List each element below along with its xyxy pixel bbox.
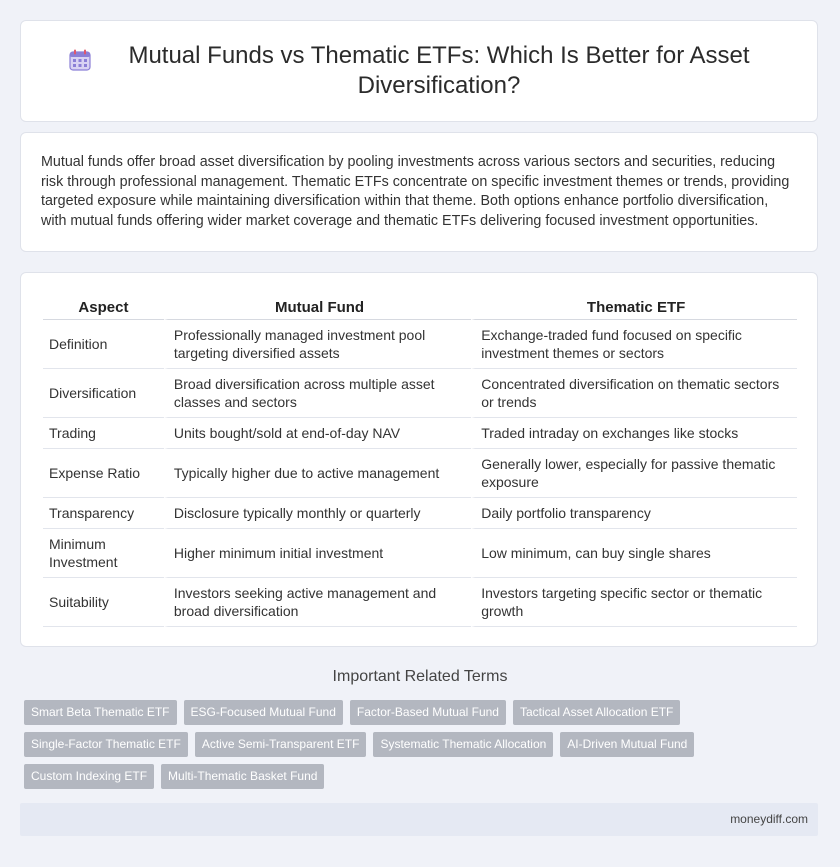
cell-thematic-etf: Daily portfolio transparency — [471, 498, 797, 529]
footer — [20, 803, 818, 836]
tag-link[interactable]: Smart Beta Thematic ETF — [24, 700, 177, 725]
header-thematic-etf: Thematic ETF — [471, 295, 797, 320]
cell-mutual-fund: Broad diversification across multiple asset classes and sectors — [164, 369, 471, 418]
page-title: Mutual Funds vs Thematic ETFs: Which Is Better for Asset Diversification? — [128, 42, 750, 99]
header-aspect: Aspect — [43, 295, 164, 320]
cell-mutual-fund: Investors seeking active management and broad diversification — [164, 578, 471, 627]
intro-text: Mutual funds offer broad asset diversification by pooling investments across various sectors and securities, reducing risk through professional management. Thematic ETFs concentrate on specific investment themes or trends, providing targeted exposure while maintaining diversification within that theme. Both options enhance portfolio diversification, with mutual funds offering wider market coverage and thematic ETFs delivering focused investment opportunities. — [41, 154, 790, 229]
tag-row — [24, 732, 824, 757]
cell-aspect: Minimum Investment — [43, 529, 164, 578]
footer-site-link[interactable]: moneydiff.com — [730, 812, 808, 826]
cell-aspect: Trading — [43, 418, 164, 449]
cell-aspect: Suitability — [43, 578, 164, 627]
table-row — [43, 449, 797, 498]
table-row — [43, 320, 797, 369]
table-row — [43, 369, 797, 418]
cell-mutual-fund: Units bought/sold at end-of-day NAV — [164, 418, 471, 449]
cell-aspect: Definition — [43, 320, 164, 369]
calendar-icon — [69, 49, 91, 71]
cell-thematic-etf: Investors targeting specific sector or thematic growth — [471, 578, 797, 627]
cell-mutual-fund: Typically higher due to active management — [164, 449, 471, 498]
cell-thematic-etf: Concentrated diversification on thematic sectors or trends — [471, 369, 797, 418]
tag-row — [24, 700, 824, 725]
tag-row — [24, 764, 824, 789]
comparison-table — [43, 295, 797, 627]
tag-link[interactable]: Multi-Thematic Basket Fund — [161, 764, 324, 789]
header-mutual-fund: Mutual Fund — [164, 295, 471, 320]
tag-link[interactable]: AI-Driven Mutual Fund — [560, 732, 694, 757]
cell-thematic-etf: Generally lower, especially for passive thematic exposure — [471, 449, 797, 498]
cell-thematic-etf: Exchange-traded fund focused on specific investment themes or sectors — [471, 320, 797, 369]
cell-thematic-etf: Traded intraday on exchanges like stocks — [471, 418, 797, 449]
table-header-row — [43, 295, 797, 320]
tag-link[interactable]: Custom Indexing ETF — [24, 764, 154, 789]
title-wrap — [69, 41, 769, 101]
tag-link[interactable]: Single-Factor Thematic ETF — [24, 732, 188, 757]
related-terms-tags — [24, 700, 824, 796]
table-row — [43, 529, 797, 578]
tag-link[interactable]: ESG-Focused Mutual Fund — [184, 700, 343, 725]
cell-thematic-etf: Low minimum, can buy single shares — [471, 529, 797, 578]
tag-link[interactable]: Active Semi-Transparent ETF — [195, 732, 367, 757]
table-row — [43, 498, 797, 529]
cell-mutual-fund: Disclosure typically monthly or quarterly — [164, 498, 471, 529]
title-card — [20, 20, 818, 122]
table-row — [43, 418, 797, 449]
related-terms-title: Important Related Terms — [332, 668, 508, 685]
tag-link[interactable]: Factor-Based Mutual Fund — [350, 700, 506, 725]
cell-mutual-fund: Higher minimum initial investment — [164, 529, 471, 578]
comparison-card — [20, 272, 818, 647]
cell-mutual-fund: Professionally managed investment pool targeting diversified assets — [164, 320, 471, 369]
intro-card — [20, 132, 818, 252]
tag-link[interactable]: Tactical Asset Allocation ETF — [513, 700, 680, 725]
cell-aspect: Expense Ratio — [43, 449, 164, 498]
cell-aspect: Transparency — [43, 498, 164, 529]
cell-aspect: Diversification — [43, 369, 164, 418]
tag-link[interactable]: Systematic Thematic Allocation — [373, 732, 553, 757]
table-row — [43, 578, 797, 627]
